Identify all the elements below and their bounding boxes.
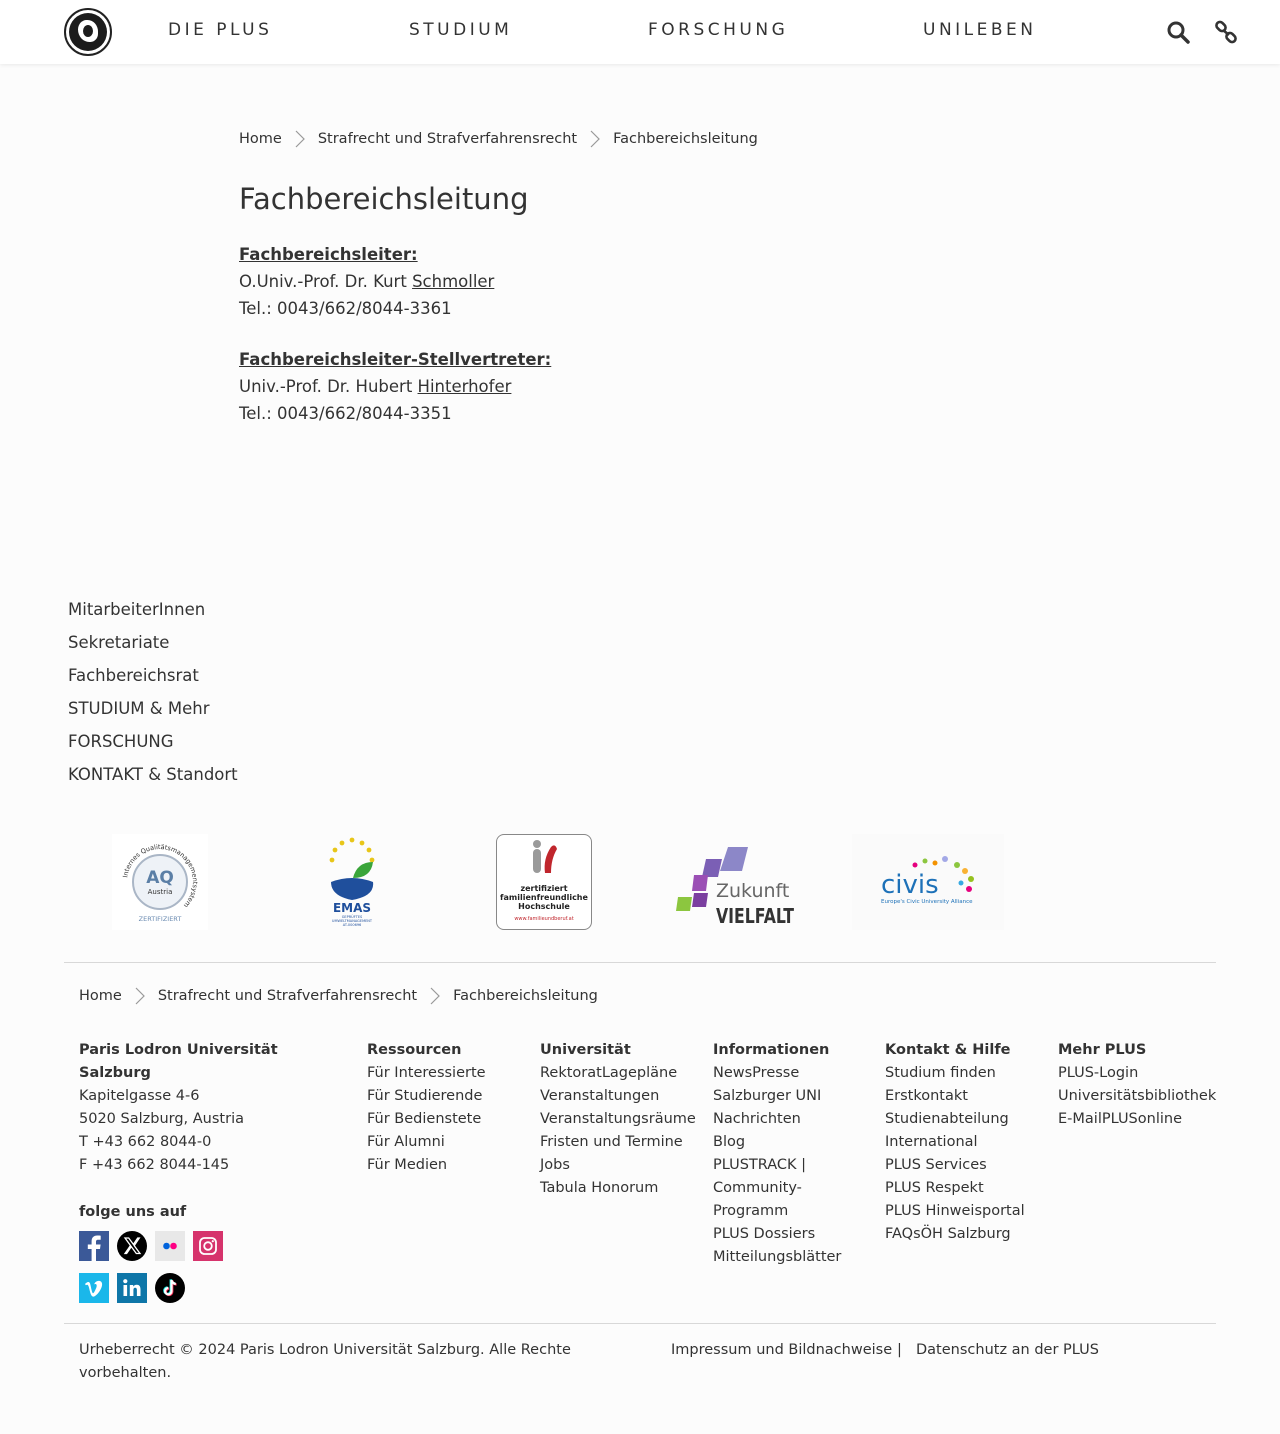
footer-link[interactable]: PLUSTRACK | — [713, 1157, 807, 1173]
follow-us-label: folge uns auf — [79, 1204, 187, 1220]
emas-certificate-logo[interactable] — [304, 834, 400, 930]
lion-emblem-icon — [69, 13, 107, 51]
footer-heading: Universität — [540, 1042, 631, 1058]
facebook-icon[interactable] — [79, 1231, 109, 1261]
sidenav-fachbereichsrat[interactable]: Fachbereichsrat — [68, 666, 199, 685]
page-title: Fachbereichsleitung — [239, 182, 529, 216]
copyright-line: vorbehalten. — [79, 1365, 172, 1381]
svg-text:www.familieundberuf.at: www.familieundberuf.at — [514, 916, 574, 922]
footer-link[interactable]: Salzburger UNI — [713, 1088, 822, 1104]
footer-link[interactable]: PLUS-Login — [1058, 1065, 1139, 1081]
leader-block — [239, 241, 494, 322]
section-navigation — [68, 593, 238, 791]
footer-link[interactable]: PLUS Respekt — [885, 1180, 984, 1196]
breadcrumb-strafrecht[interactable]: Strafrecht und Strafverfahrensrecht — [317, 131, 578, 147]
footer-link[interactable]: Community- — [713, 1180, 802, 1196]
address-street: Kapitelgasse 4-6 — [79, 1088, 200, 1104]
svg-text:Europe's Civic University Alli: Europe's Civic University Alliance — [881, 899, 973, 905]
address-phone: T +43 662 8044-0 — [79, 1134, 212, 1150]
footer-link[interactable]: Blog — [713, 1134, 746, 1150]
sidenav-mitarbeiterinnen[interactable]: MitarbeiterInnen — [68, 600, 206, 619]
svg-text:Hochschule: Hochschule — [518, 902, 570, 911]
footer-link[interactable]: Erstkontakt — [885, 1088, 968, 1104]
svg-text:civis: civis — [881, 870, 939, 900]
footer-link[interactable]: Jobs — [540, 1157, 570, 1173]
footer-breadcrumb — [79, 987, 598, 1005]
chevron-right-icon — [429, 987, 441, 1005]
footer-link[interactable]: Tabula Honorum — [540, 1180, 659, 1196]
nav-die-plus[interactable]: DIE PLUS — [168, 20, 273, 40]
copyright-line: Urheberrecht © 2024 Paris Lodron Universität Salzburg. Alle Rechte — [79, 1342, 571, 1358]
svg-text:EMAS: EMAS — [332, 901, 372, 915]
breadcrumb-current: Fachbereichsleitung — [613, 131, 758, 147]
footer-col-informationen — [713, 1039, 841, 1269]
vimeo-icon[interactable] — [79, 1273, 109, 1303]
footer-link[interactable]: Nachrichten — [713, 1111, 801, 1127]
flickr-icon[interactable] — [155, 1231, 185, 1261]
svg-text:Austria: Austria — [147, 888, 173, 896]
address-fax: F +43 662 8044-145 — [79, 1157, 230, 1173]
footer-link[interactable]: E-MailPLUSonline — [1058, 1111, 1182, 1127]
chevron-right-icon — [589, 130, 601, 148]
linkedin-icon[interactable] — [117, 1273, 147, 1303]
chevron-right-icon — [134, 987, 146, 1005]
footer-link[interactable]: Veranstaltungen — [540, 1088, 660, 1104]
instagram-icon[interactable] — [193, 1231, 223, 1261]
footer-link[interactable]: PLUS Services — [885, 1157, 987, 1173]
breadcrumb — [239, 130, 758, 148]
svg-text:AT-000696: AT-000696 — [342, 923, 362, 927]
deputy-label: Fachbereichsleiter-Stellvertreter: — [239, 350, 552, 369]
footer-link[interactable]: Universitätsbibliothek — [1058, 1088, 1217, 1104]
leader-title: O.Univ.-Prof. Dr. Kurt — [239, 272, 413, 291]
breadcrumb-home[interactable]: Home — [239, 131, 282, 147]
tiktok-icon[interactable] — [155, 1273, 185, 1303]
svg-text:AQ: AQ — [146, 868, 174, 888]
leader-name-line — [239, 268, 494, 295]
footer-link[interactable]: Für Studierende — [367, 1088, 483, 1104]
svg-text:VIELFALT: VIELFALT — [716, 904, 795, 928]
svg-text:GEPRÜFTES: GEPRÜFTES — [341, 915, 363, 919]
deputy-title: Univ.-Prof. Dr. Hubert — [239, 377, 418, 396]
zukunft-vielfalt-logo[interactable] — [672, 834, 800, 930]
sidenav-kontakt[interactable]: KONTAKT & Standort — [68, 765, 238, 784]
footer-link[interactable]: Für Bedienstete — [367, 1111, 482, 1127]
footer-breadcrumb-current: Fachbereichsleitung — [453, 988, 598, 1004]
university-name-city: Salzburg — [79, 1065, 151, 1081]
footer-heading: Ressourcen — [367, 1042, 462, 1058]
impressum-link[interactable]: Impressum und Bildnachweise — [671, 1342, 893, 1358]
datenschutz-link[interactable]: Datenschutz an der PLUS — [916, 1342, 1099, 1358]
nav-forschung[interactable]: FORSCHUNG — [648, 20, 789, 40]
footer-bottom-divider — [64, 1323, 1216, 1324]
svg-text:Zukunft: Zukunft — [716, 880, 790, 902]
familienfreundliche-hochschule-logo[interactable] — [496, 834, 592, 930]
sidenav-forschung[interactable]: FORSCHUNG — [68, 732, 174, 751]
footer-link[interactable]: International — [885, 1134, 978, 1150]
footer-heading: Informationen — [713, 1042, 830, 1058]
svg-text:ZERTIFIZIERT: ZERTIFIZIERT — [138, 915, 182, 923]
copyright-text — [79, 1339, 599, 1385]
deputy-name-line — [239, 373, 551, 400]
footer-link[interactable]: Programm — [713, 1203, 789, 1219]
footer-link[interactable]: PLUS Hinweisportal — [885, 1203, 1025, 1219]
footer-col-universitaet — [540, 1039, 696, 1200]
civis-alliance-logo[interactable] — [852, 834, 1004, 930]
nav-unileben[interactable]: UNILEBEN — [923, 20, 1037, 40]
deputy-name-link[interactable]: Hinterhofer — [417, 377, 512, 396]
footer-link[interactable]: Für Alumni — [367, 1134, 445, 1150]
footer-col-ressourcen — [367, 1039, 486, 1177]
footer-col-kontakt-hilfe — [885, 1039, 1025, 1246]
footer-link[interactable]: Veranstaltungsräume — [540, 1111, 696, 1127]
svg-text:familienfreundliche: familienfreundliche — [500, 893, 588, 902]
footer-link[interactable]: PLUS Dossiers — [713, 1226, 816, 1242]
footer-link[interactable]: Für Interessierte — [367, 1065, 486, 1081]
deputy-phone: Tel.: 0043/662/8044-3351 — [239, 404, 452, 423]
deputy-block — [239, 346, 551, 427]
footer-link[interactable]: Mitteilungsblätter — [713, 1249, 842, 1265]
sidenav-sekretariate[interactable]: Sekretariate — [68, 633, 170, 652]
x-icon[interactable] — [117, 1231, 147, 1261]
footer-link[interactable]: Studium finden — [885, 1065, 996, 1081]
footer-link[interactable]: Studienabteilung — [885, 1111, 1009, 1127]
footer-link[interactable]: NewsPresse — [713, 1065, 800, 1081]
footer-col-mehr-plus — [1058, 1039, 1216, 1131]
follow-us-label-wrap — [79, 1201, 186, 1224]
footer-link[interactable]: RektoratLagepläne — [540, 1065, 678, 1081]
legal-separator: | — [897, 1342, 902, 1358]
leader-phone: Tel.: 0043/662/8044-3361 — [239, 299, 452, 318]
footer-address — [79, 1039, 278, 1177]
address-city: 5020 Salzburg, Austria — [79, 1111, 244, 1127]
footer-breadcrumb-strafrecht[interactable]: Strafrecht und Strafverfahrensrecht — [157, 988, 418, 1004]
svg-text:zertifiziert: zertifiziert — [520, 884, 568, 893]
footer-heading: Mehr PLUS — [1058, 1042, 1147, 1058]
footer-link[interactable]: FAQsÖH Salzburg — [885, 1226, 1011, 1242]
footer-link[interactable]: Fristen und Termine — [540, 1134, 683, 1150]
svg-text:Internes Qualitätsmanagementsy: Internes Qualitätsmanagementsystem — [121, 842, 200, 910]
top-navigation-bar — [0, 0, 1280, 64]
university-logo[interactable] — [64, 8, 112, 56]
aq-austria-certificate-logo[interactable] — [112, 834, 208, 930]
nav-studium[interactable]: STUDIUM — [409, 20, 513, 40]
sidenav-studium[interactable]: STUDIUM & Mehr — [68, 699, 210, 718]
footer-divider — [64, 962, 1216, 963]
svg-text:UMWELTMANAGEMENT: UMWELTMANAGEMENT — [331, 919, 373, 923]
footer-link[interactable]: Für Medien — [367, 1157, 448, 1173]
search-icon[interactable] — [1165, 19, 1191, 45]
chevron-right-icon — [294, 130, 306, 148]
leader-label: Fachbereichsleiter: — [239, 245, 418, 264]
university-name: Paris Lodron Universität — [79, 1042, 278, 1058]
footer-heading: Kontakt & Hilfe — [885, 1042, 1011, 1058]
leader-name-link[interactable]: Schmoller — [412, 272, 495, 291]
footer-breadcrumb-home[interactable]: Home — [79, 988, 122, 1004]
link-icon[interactable] — [1213, 19, 1239, 45]
